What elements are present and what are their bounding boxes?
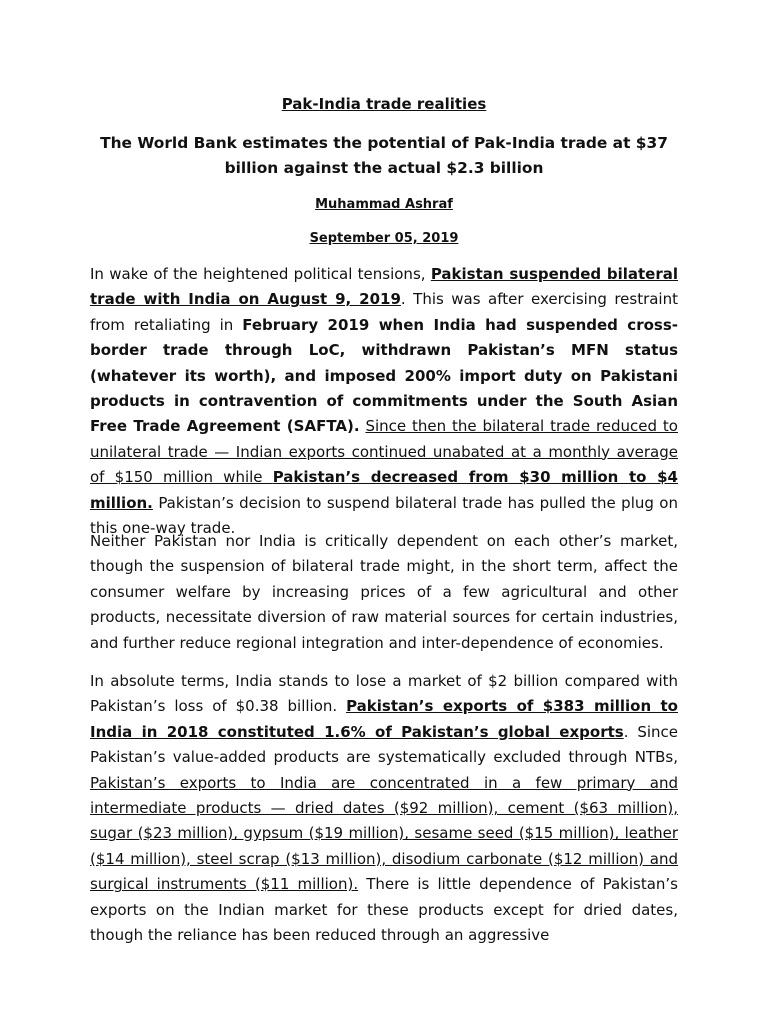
p3-text-intro: In absolute terms, India stands to lose a market of $2 billion compared with Pakistan’s loss of $0.38 billion. — [90, 672, 678, 716]
paragraph-3 — [90, 669, 678, 948]
p1-text-intro: In wake of the heightened political tensions, — [90, 265, 431, 283]
document-title: Pak-India trade realities — [281, 95, 487, 113]
p1-bold-february: February 2019 when India had suspended cross-border trade through LoC, withdrawn Pakistan’s MFN status (whatever its worth), and imposed 200% import duty on Pakistani products in contravention of commitments under the South Asian Free Trade Agreement (SAFTA). — [90, 315, 678, 436]
paragraph-2: Neither Pakistan nor India is critically dependent on each other’s market, though the suspension of bilateral trade might, in the short term, affect the consumer welfare by increasing prices of a few agricultural and other products, necessitate diversion of raw material sources for certain industries, and further reduce regional integration and inter-dependence of economies. — [90, 532, 678, 652]
paragraph-1 — [90, 262, 678, 541]
p3-highlight-exports: Pakistan’s exports of $383 million to India in 2018 constituted 1.6% of Pakistan’s global exports — [90, 697, 678, 741]
p1-text-restraint: . This was after exercising restraint from retaliating in — [90, 290, 678, 334]
author-byline: Muhammad Ashraf — [315, 197, 453, 212]
p1-text-plug: Pakistan’s decision to suspend bilateral trade has pulled the plug on this one-way trade. — [90, 493, 678, 538]
p1-highlight-decrease: Pakistan’s decreased from $30 million to $4 million. — [90, 468, 678, 512]
p3-underline-products: Pakistan’s exports to India are concentrated in a few primary and intermediate products — dried dates ($92 million), cement ($63 million), sugar ($23 million), gypsum ($19 million), sesame seed ($15 million), leather ($14 million), steel scrap ($13 million), disodium carbonate ($12 million) and surgical instruments ($11 million). — [90, 773, 678, 894]
p3-text-ntbs: . Since Pakistan’s value-added products are systematically excluded through NTBs, — [90, 722, 678, 767]
p3-text-dependence: There is little dependence of Pakistan’s exports on the Indian market for these products except for dried dates, though the reliance has been reduced through an aggressive — [90, 875, 678, 945]
document-subtitle: The World Bank estimates the potential of Pak-India trade at $37 billion against the actual $2.3 billion — [100, 134, 668, 177]
publication-date: September 05, 2019 — [309, 231, 459, 246]
p1-highlight-suspension: Pakistan suspended bilateral trade with India on August 9, 2019 — [90, 265, 679, 309]
p1-underline-unilateral: Since then the bilateral trade reduced to unilateral trade — Indian exports continued unabated at a monthly average of $150 million while — [90, 417, 678, 487]
